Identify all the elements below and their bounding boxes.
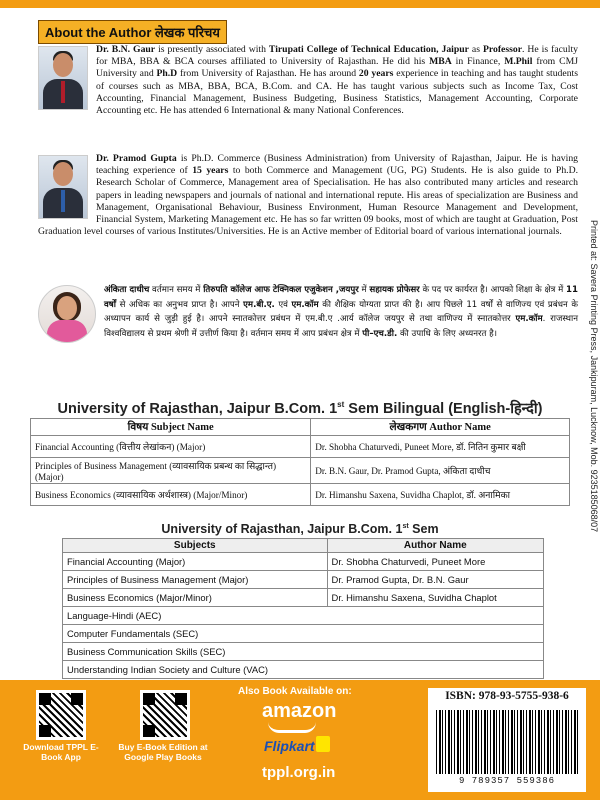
flipkart-logo[interactable]: Flipkart bbox=[264, 738, 315, 754]
website-link[interactable]: tppl.org.in bbox=[262, 764, 336, 781]
table-row bbox=[63, 661, 544, 679]
author-photo-gupta bbox=[38, 155, 88, 219]
flipkart-bag-icon bbox=[316, 736, 330, 752]
qr-code-google-play[interactable] bbox=[140, 690, 190, 740]
author-bio-gaur: Dr. B.N. Gaur is presently associated with Tirupati College of Technical Education, Jaipur as Professor. He is faculty for MBA, BBA & BCA courses affiliated to University of Rajasthan. He did his MBA in Finance, M.Phil from CMJ University and Ph.D from University of Rajasthan. He has around 20 years experience in teaching and has taught students of courses such as MBA, BBA, BCA, B.Com. and CA. He has taught various subjects such as Income Tax, Cost Accounting, Financial Management, Business Budgeting, Business Statistics, Management Accounting, Corporate Accounting etc. He has attended 6 International & many National Conferences. bbox=[96, 44, 578, 117]
subject-cell: Understanding Indian Society and Culture (VAC) bbox=[63, 661, 544, 679]
author-cell: Dr. Pramod Gupta, Dr. B.N. Gaur bbox=[327, 571, 543, 589]
amazon-logo[interactable]: amazon bbox=[262, 700, 337, 722]
author-cell: Dr. Shobha Chaturvedi, Puneet More bbox=[327, 553, 543, 571]
column-header: लेखकगण Author Name bbox=[311, 419, 570, 436]
column-header: Subjects bbox=[63, 539, 328, 553]
table2-title: University of Rajasthan, Jaipur B.Com. 1st Sem bbox=[161, 522, 439, 536]
isbn-barcode-box bbox=[428, 688, 586, 792]
table-row bbox=[63, 625, 544, 643]
author-cell: Dr. Himanshu Saxena, Suvidha Chaplot bbox=[327, 589, 543, 607]
english-subject-table bbox=[62, 538, 544, 679]
printer-info-text: Printed at: Savera Printing Press, Jankipuram, Lucknow, Mob. 9235185068/07 bbox=[589, 220, 599, 533]
table-row bbox=[63, 553, 544, 571]
table-row bbox=[63, 589, 544, 607]
bilingual-subject-table bbox=[30, 418, 570, 506]
author-bio-gupta: Dr. Pramod Gupta is Ph.D. Commerce (Business Administration) from University of Rajasthan, Jaipur. He is having teaching experience of 15 years to both Commerce and Management (UG, PG) Students. He is also guide to Ph.D. Research Scholar of Commerce, Management area of Specialisation. He has also contributed many articles and research papers in leading newspapers and journals of national and international repute. His areas of specialization are Business and Management, Organisational Behaviour, Business Environment, Human Resource Management and Development, Financial System, Marketing Management etc. He has so far written 09 books, most of which are taught at Graduation, Post Graduation level courses of various Institutes/Universities. He is an Active member of Editorial board of various international journals. bbox=[38, 153, 579, 238]
subject-cell: Principles of Business Management (Major) bbox=[63, 571, 328, 589]
table-row bbox=[63, 607, 544, 625]
table-header-row bbox=[63, 539, 544, 553]
qr2-label: Buy E-Book Edition at Google Play Books bbox=[118, 742, 208, 762]
subject-cell: Business Economics (व्यावसायिक अर्थशास्त्र) (Major/Minor) bbox=[31, 484, 311, 506]
author-block-gupta bbox=[38, 153, 578, 238]
table-row bbox=[63, 571, 544, 589]
table-row bbox=[31, 436, 570, 458]
table-row bbox=[31, 484, 570, 506]
amazon-smile-icon bbox=[268, 722, 316, 733]
barcode-icon bbox=[436, 710, 578, 774]
subject-cell: Business Communication Skills (SEC) bbox=[63, 643, 544, 661]
isbn-number: ISBN: 978-93-5755-938-6 bbox=[445, 690, 569, 702]
author-cell: Dr. Himanshu Saxena, Suvidha Chaplot, डॉ. अनामिका bbox=[311, 484, 570, 506]
also-available-label: Also Book Available on: bbox=[238, 686, 352, 697]
subject-cell: Principles of Business Management (व्यावसायिक प्रबन्ध का सिद्धान्त) (Major) bbox=[31, 458, 311, 484]
author-photo-gaur bbox=[38, 46, 88, 110]
column-header: विषय Subject Name bbox=[31, 419, 311, 436]
author-block-gaur bbox=[38, 44, 578, 117]
table-header-row bbox=[31, 419, 570, 436]
author-cell: Dr. Shobha Chaturvedi, Puneet More, डॉ. नितिन कुमार बक्षी bbox=[311, 436, 570, 458]
author-photo-dadhich bbox=[38, 285, 96, 343]
barcode-number: 9 789357 559386 bbox=[458, 776, 555, 786]
printer-info bbox=[585, 220, 600, 620]
qr-code-ebook-app[interactable] bbox=[36, 690, 86, 740]
about-author-heading: About the Author लेखक परिचय bbox=[38, 20, 227, 44]
subject-cell: Computer Fundamentals (SEC) bbox=[63, 625, 544, 643]
author-block-dadhich bbox=[38, 283, 578, 345]
subject-cell: Financial Accounting (Major) bbox=[63, 553, 328, 571]
subject-cell: Language-Hindi (AEC) bbox=[63, 607, 544, 625]
table-row bbox=[31, 458, 570, 484]
table-row bbox=[63, 643, 544, 661]
table1-title: University of Rajasthan, Jaipur B.Com. 1st Sem Bilingual (English-हिन्दी) bbox=[57, 400, 543, 417]
top-accent-bar bbox=[0, 0, 600, 8]
subject-cell: Financial Accounting (वित्तीय लेखांकन) (Major) bbox=[31, 436, 311, 458]
subject-cell: Business Economics (Major/Minor) bbox=[63, 589, 328, 607]
author-bio-dadhich: अंकिता दाधीच वर्तमान समय में तिरुपति कॉलेज आफ टेक्निकल एजुकेशन ,जयपुर में सहायक प्रोफेसर के पद पर कार्यरत है। आपको शिक्षा के क्षेत्र में 11 वर्षों से अधिक का अनुभव प्राप्त है। आपने एम.बी.ए. एवं एम.कॉम की शैक्षिक योग्यता प्राप्त की है। आप पिछले 11 वर्षों से वाणिज्य एवं प्रबंधन के अध्यापन कार्य से जुड़ी हुई है। आपने स्नातकोत्तर प्रबंधन में एम.बी.ए .आर्य कॉलेज जयपुर से तथा वाणिज्य में स्नातकोत्तर एम.कॉम. राजस्थान विश्वविद्यालय से प्रथम श्रेणी में उत्तीर्ण किया है। वर्तमान समय में आप प्रबंधन क्षेत्र में पी–एच.डी. की उपाधि के लिए अध्यनरत है। bbox=[104, 285, 578, 339]
qr1-label: Download TPPL E-Book App bbox=[23, 742, 99, 762]
column-header: Author Name bbox=[327, 539, 543, 553]
author-cell: Dr. B.N. Gaur, Dr. Pramod Gupta, अंकिता दाधीच bbox=[311, 458, 570, 484]
